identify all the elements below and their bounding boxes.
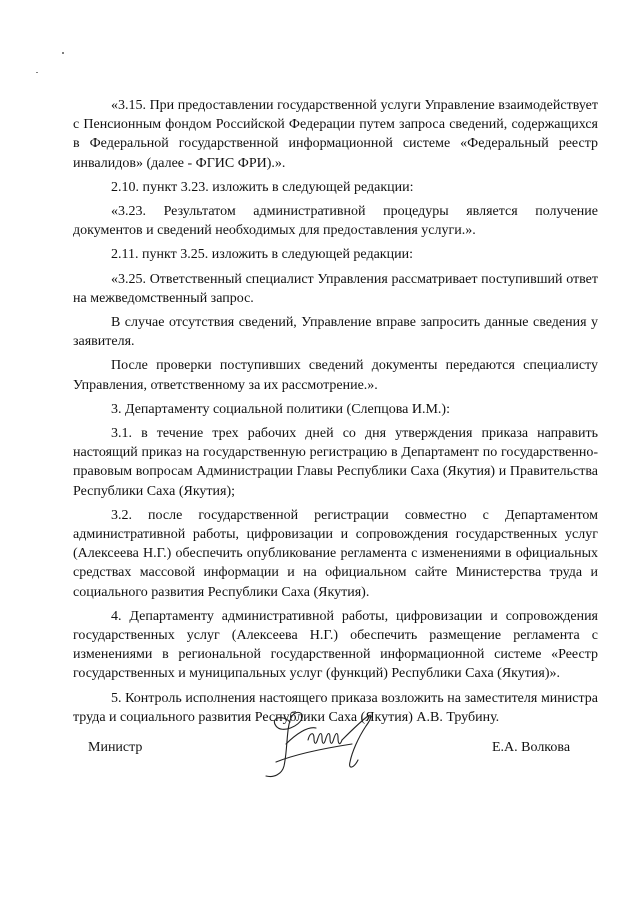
- paragraph: «3.23. Результатом административной процедуры является получение документов и сведений необходимых для предоставления услуги.».: [73, 204, 598, 239]
- paragraph: 5. Контроль исполнения настоящего приказа возложить на заместителя министра труда и социального развития Республики Саха (Якутия) А.В. Трубину.: [73, 690, 598, 725]
- paragraph: 3. Департаменту социальной политики (Слепцова И.М.):: [111, 401, 450, 417]
- paragraph: После проверки поступивших сведений документы передаются специалисту Управления, ответственному за их рассмотрение.».: [73, 358, 598, 393]
- signatory-position: Министр: [88, 740, 143, 755]
- paragraph: 2.11. пункт 3.25. изложить в следующей редакции:: [111, 247, 413, 263]
- paragraph: «3.15. При предоставлении государственной услуги Управление взаимодействует с Пенсионным фондом Российской Федерации путем запроса сведений, содержащихся в Федеральной государственной информационной системе «Федеральный реестр инвалидов» (далее - ФГИС ФРИ).».: [73, 98, 598, 171]
- scan-speck: [36, 72, 38, 73]
- paragraph: 3.1. в течение трех рабочих дней со дня утверждения приказа направить настоящий приказ на государственную регистрацию в Департамент по государственно-правовым вопросам Администрации Главы Республики Саха (Якутия) и Правительства Республики Саха (Якутия);: [73, 426, 598, 499]
- signatory-name: Е.А. Волкова: [492, 740, 571, 755]
- handwritten-signature: [256, 704, 386, 780]
- signature-block: [0, 700, 640, 790]
- paragraph: 2.10. пункт 3.23. изложить в следующей редакции:: [111, 179, 414, 195]
- paragraph: 4. Департаменту административной работы, цифровизации и сопровождения государственных услуг (Алексеева Н.Г.) обеспечить размещение регламента с изменениями в региональной государственной информационной системе «Реестр государственных и муниципальных услуг (функций) Республики Саха (Якутия)».: [73, 608, 598, 682]
- paragraph: «3.25. Ответственный специалист Управления рассматривает поступивший ответ на межведомственный запрос.: [73, 271, 598, 306]
- paragraph: В случае отсутствия сведений, Управление вправе запросить данные сведения у заявителя.: [73, 315, 598, 350]
- scan-speck: [62, 52, 64, 54]
- paragraph: 3.2. после государственной регистрации совместно с Департаментом административной работы, цифровизации и сопровождения государственных услуг (Алексеева Н.Г.) обеспечить опубликование регламента с изменениями в официальных средствах массовой информации и на официальном сайте Министерства труда и социального развития Республики Саха (Якутия).: [73, 507, 598, 600]
- document-body: [73, 96, 598, 732]
